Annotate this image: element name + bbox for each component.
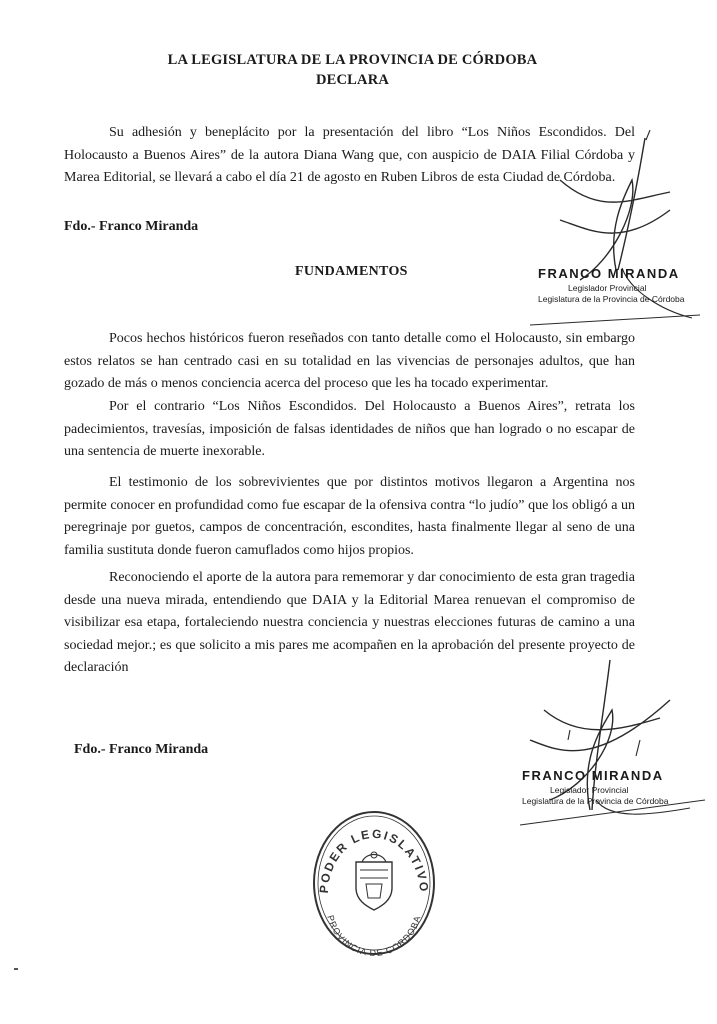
stamp-role: Legislador Provincial — [568, 283, 647, 293]
legislator-stamp-2 — [522, 768, 682, 806]
seal-top-text: PODER LEGISLATIVO — [316, 826, 432, 894]
svg-text:PROVINCIA DE CORDOBA — [325, 914, 422, 958]
scan-mark — [14, 968, 18, 970]
fundamentos-paragraph-1: Pocos hechos históricos fueron reseñados con tanto detalle como el Holocausto, sin embargo estos relatos se han centrado casi en su totalidad en las vivencias de personajes adultos, que han gozado de más o menos conciencia acerca del proceso que les ha tocado experimentar. — [64, 331, 635, 391]
stamp-institution: Legislatura de la Provincia de Córdoba — [522, 796, 669, 806]
fundamentos-heading: FUNDAMENTOS — [295, 264, 408, 279]
seal-bottom-text: PROVINCIA DE CORDOBA — [325, 914, 423, 958]
declaration-text: Su adhesión y beneplácito por la presentación del libro “Los Niños Escondidos. Del Holocausto a Buenos Aires” de la autora Diana Wang que, con auspicio de DAIA Filial Córdoba y Marea Editorial, se llevará a cabo el día 21 de agosto en Ruben Libros de esta Ciudad de Córdoba. — [64, 125, 635, 185]
fundamentos-paragraph-3: El testimonio de los sobrevivientes que por distintos motivos llegaron a Argentina nos permite conocer en profundidad como fue escapar de la ofensiva contra “lo judío” que los obligó a un peregrinaje por guetos, campos de concentración, escondites, hasta finalmente llegar al seno de una familia sustituta donde fueron camuflados como hijos propios. — [64, 475, 635, 558]
signature-scribble-2 — [500, 640, 710, 840]
legislator-stamp-1 — [538, 266, 688, 304]
signature-scribble-1 — [520, 120, 710, 340]
first-signature-line: Fdo.- Franco Miranda — [64, 219, 199, 234]
legislative-seal — [310, 808, 438, 958]
second-signature-line: Fdo.- Franco Miranda — [74, 742, 209, 757]
stamp-name: FRANCO MIRANDA — [522, 768, 664, 783]
stamp-institution: Legislatura de la Provincia de Córdoba — [538, 294, 685, 304]
stamp-role: Legislador Provincial — [550, 785, 629, 795]
document-subtitle: DECLARA — [315, 72, 390, 88]
fundamentos-paragraph-2: Por el contrario “Los Niños Escondidos. Del Holocausto a Buenos Aires”, retrata los padecimientos, travesías, imposición de falsas identidades de niños que han logrado o no escapar de una sentencia de muerte inexorable. — [64, 399, 635, 459]
document-title: LA LEGISLATURA DE LA PROVINCIA DE CÓRDOBA — [167, 52, 538, 68]
stamp-name: FRANCO MIRANDA — [538, 266, 680, 281]
coat-of-arms-icon — [356, 852, 392, 910]
fundamentos-paragraph-4: Reconociendo el aporte de la autora para rememorar y dar conocimiento de esta gran tragedia desde una nueva mirada, entendiendo que DAIA y la Editorial Marea renuevan el compromiso de visibilizar esa etapa, fortaleciendo nuestra conciencia y nuestras elecciones futuras de camino a una sociedad mejor.; es que solicito a mis pares me acompañen en la aprobación del presente proyecto de declaración — [64, 570, 635, 675]
